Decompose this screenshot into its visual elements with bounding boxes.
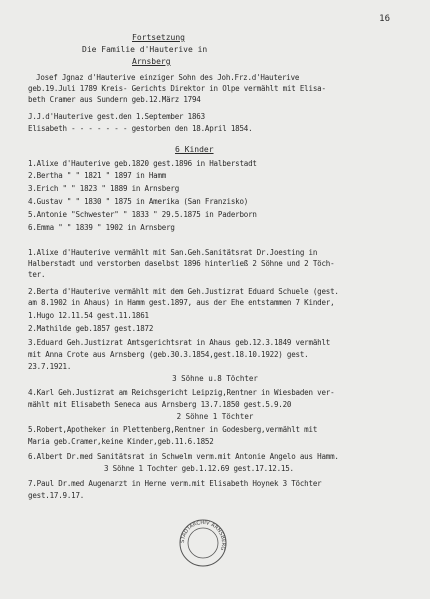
detail-line: mählt mit Elisabeth Seneca aus Arnsberg 13.7.1850 gest.5.9.20 [28,400,292,409]
child-entry: 5.Antonie "Schwester" " 1833 " 29.5.1875 in Paderborn [28,210,257,219]
detail-line: 4.Karl Geh.Justizrat am Reichsgericht Leipzig,Rentner in Wiesbaden ver- [28,388,335,397]
detail-line: ter. [28,270,46,279]
detail-line: 1.Hugo 12.11.54 gest.11.1861 [28,311,149,320]
detail-line: Halberstadt und verstorben daselbst 1896 hinterließ 2 Söhne und 2 Töch- [28,259,335,268]
header-family: Die Familie d'Hauterive in [82,45,208,54]
svg-text:STADTARCHIV ARNSBERG [180,520,226,551]
child-entry: 1.Alixe d'Hauterive geb.1820 gest.1896 in Halberstadt [28,159,257,168]
detail-line: 2.Mathilde geb.1857 gest.1872 [28,324,154,333]
detail-children-count: 3 Söhne u.8 Töchter [172,374,258,383]
stamp-text: STADTARCHIV ARNSBERG [179,519,227,552]
detail-line: 6.Albert Dr.med Sanitätsrat in Schwelm verm.mit Antonie Angelo aus Hamm. [28,452,339,461]
detail-line: Maria geb.Cramer,keine Kinder,geb.11.6.1852 [28,437,214,446]
child-entry: 3.Erich " " 1823 " 1889 in Arnsberg [28,184,180,193]
detail-line: 1.Alixe d'Hauterive vermählt mit San.Geh.Sanitätsrat Dr.Joesting in [28,248,318,257]
detail-line: 5.Robert,Apotheker in Plettenberg,Rentner in Godesberg,vermählt mit [28,425,318,434]
page-number: 16 [379,14,390,24]
child-entry: 2.Bertha " " 1821 " 1897 in Hamm [28,171,167,180]
detail-line: 7.Paul Dr.med Augenarzt in Herne verm.mit Elisabeth Hoynek 3 Töchter [28,479,322,488]
header-continuation: Fortsetzung [132,33,185,42]
intro-line: geb.19.Juli 1789 Kreis- Gerichts Direktor in Olpe vermählt mit Elisa- [28,84,326,93]
child-entry: 4.Gustav " " 1830 " 1875 in Amerika (San Franzisko) [28,197,249,206]
detail-line: gest.17.9.17. [28,491,85,500]
intro-line: beth Cramer aus Sundern geb.12.März 1794 [28,95,201,104]
detail-line: 3 Söhne 1 Tochter geb.1.12.69 gest.17.12.15. [104,464,294,473]
detail-line: 23.7.1921. [28,362,72,371]
intro-line: Josef Jgnaz d'Hauterive einziger Sohn des Joh.Frz.d'Hauterive [36,73,300,82]
archive-stamp-icon [178,518,228,568]
detail-children-count: 2 Söhne 1 Töchter [176,412,254,421]
intro-line: Elisabeth - - - - - - - gestorben den 18.April 1854. [28,124,253,133]
detail-line: mit Anna Crote aus Arnsberg (geb.30.3.1854,gest.18.10.1922) gest. [28,350,309,359]
header-place: Arnsberg [132,57,171,66]
children-heading: 6 Kinder [175,145,214,154]
detail-line: 2.Berta d'Hauterive vermählt mit dem Geh.Justizrat Eduard Schuele (gest. [28,287,339,296]
intro-line: J.J.d'Hauterive gest.den 1.September 1863 [28,112,205,121]
detail-line: 3.Eduard Geh.Justizrat Amtsgerichtsrat in Ahaus geb.12.3.1849 vermählt [28,338,331,347]
child-entry: 6.Emma " " 1839 " 1902 in Arnsberg [28,223,175,232]
detail-line: am 8.1902 in Ahaus) in Hamm gest.1897, aus der Ehe entstammen 7 Kinder, [28,298,335,307]
